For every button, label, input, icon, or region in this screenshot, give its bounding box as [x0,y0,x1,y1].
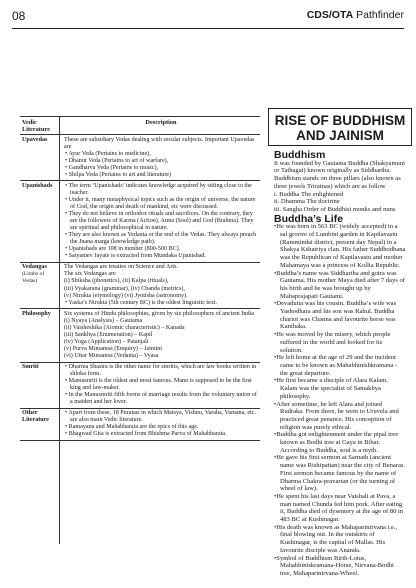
list-item: iii. Sangha Order of Buddhist monks and nuns [274,205,396,213]
list-item: • Buddha got enlightenment under the pipal tree known as Bodhi tree at Gaya in Bihar. According to Buddha, soul is a myth. [274,431,406,454]
header-rule [12,28,404,29]
list-item: i. Buddha The enlightened [274,190,344,198]
triratna-list [274,191,406,214]
vedic-literature-table [20,116,260,441]
buddhism-intro: It was founded by Gautama Buddha (Shakyamuni or Tathagat) known originally as Siddhartha. [274,159,405,175]
row-description: • Dharma Shastra is the other name for smritis, which are law books written in shloka form. • Manusmriti is the oldest and most famous. Manu is supposed to be the first king and law-maker. • In the Manusmriti fifth forms of marriage results from the voluntary union of a maiden and her lover. [62,362,260,408]
brand-label: CDS/OTA Pathfinder [306,9,404,21]
table-row-smriti [20,362,260,408]
buddhism-pillars: Buddhism stands on three pillars (also known as three jewels Triratnas) which are as follow [274,175,401,190]
list-item: • He was born in 563 BC (widely accepted) in a sal groove of Lumbini garden in Kapilavastu (Rammindai district, present day Nepal) in a Shakya Kshatriya clan. His father Suddhodhana was the Republican of Kapilavastu and mother Mahamaya was a princess of Kollia Republic. [274,223,406,269]
table-row-other-literature [20,408,260,440]
table-header-term: Vedic Literature [20,117,62,135]
list-item: • His death was known as Mahaparinirvana i.e., final blowing out. In the outskirts of Kushinagar, is the capital of Mallas. His favourite disciple was Ananda. [274,524,406,555]
buddhism-column [274,149,406,578]
list-item: • Symbol of Buddhism Birth-Lotus, Mahabhiniskramana-Horse, Nirvana-Bodhi tree, Mahaparinirvana-Wheel. [274,555,406,578]
page-header [0,0,416,30]
heading-buddhas-life: Buddha’s Life [274,212,344,225]
row-term: Upanishads [20,181,62,263]
row-description: • Apart from these, 18 Puranas in which Matsya, Vishnu, Varaha, Vamana, etc. are also main Vedic literature. • Ramayana and Mahabharata are the epics of this age. • Bhagwad Gita is extracted from Bhishma Parva of Mahabharata. [62,408,260,440]
row-description: The Vedangas are treaties on Science and Arts. The six Vedangas are (i) Shiksha (phonetics), (ii) Kalpa (rituals), (iii) Vyakarana (grammar), (iv) Chanda (metrics), (v) Nirukta (etymology) (vi) Jyotisha (astronomy). • Yaska’s Nirukta (5th century BC) is the oldest linguistic text. [62,262,260,308]
list-item: • He first became a disciple of Alara Kalam. Kalam was the specialist of Samakhya philosophy. [274,377,406,400]
row-term: Other Literature [20,408,62,440]
row-description: Six systems of Hindu philosophies, given by six philosophers of ancient India (i) Nyaya (Analysis) – Gautama (ii) Vaisheshika (Atomic characteristic) – Kanada (iii) Sankhya (Enumeration) – Kapil (iv) Yoga (Application) – Patanjali (v) Purva Mimamsa (Enquiry) – Jaimini (vi) Uttar Mimamsa (Vedanta) – Vyasa [62,309,260,362]
list-item: • He was moved by the misery, which people suffered in the world and looked for its solution. [274,331,406,354]
table-row-upanishads [20,181,260,263]
table-row-vedangas [20,262,260,308]
list-item: • He spent his last days near Vaishali at Pava, a man named Chunda fed him pork. After eating it, Buddha died of dysentery at the age of 80 in 483 BC at Kushinagar. [274,493,406,524]
list-item: • Devadutta was his cousin. Buddha’s wife was Yashodhara and his son was Rahul. Buddha chariot was Channa and favourite horse was Kanthaka. [274,300,406,331]
table-row-upavedas [20,135,260,181]
row-term: Upavedas [20,135,62,181]
list-item: • He gave his first sermon at Sarnath (ancient name was Rishipattan) near the city of Benaras. First sermon became famous by the name of Dharma Chakra-pravartan (or the turning of wheel of law). [274,454,406,493]
section-title-box: RISE OF BUDDHISM AND JAINISM [268,108,412,146]
list-item: • Buddha’s name was Siddhartha and gotra was Gautama. His mother Maya died after 7 days of his birth and he was brought up by Mahaprajapati Gautami. [274,270,406,301]
row-description: These are subsidiary Vedas dealing with secular subjects. Important Upavedas are • Ayur Veda (Pertains to medicine), • Dhanur Veda (Pertains to art of warfare), • Gandharva Veda (Pertains to music), • Shilpa Veda (Pertains to art and literature) [62,135,260,181]
table-row-philosophy [20,309,260,362]
row-term: Philosophy [20,309,62,362]
row-description: • The term ‘Upanishads’ indicates knowledge acquired by sitting close to the teacher. • Under it, many metaphysical topics such as the origin of universe, the nature of God, the origin and death of mankind, etc were discussed. • They do not believe in orthodox rituals and sacrifices. On the contrary, they are the followers of Karma (Action), Atma (Soul) and God (Brahma). They are spiritual and philosophical in nature. • They are also known as Vedanta or the end of the Vedas. They always preach the Jnana marga (knowledge path). • Upanishads are 108 in number (800-500 BC). • Satyamev Jayate is extracted from Mundaka Upanishad. [62,181,260,263]
buddha-life-list [274,223,406,577]
page-number: 08 [12,9,26,23]
heading-buddhism: Buddhism [274,149,326,161]
row-term: Smriti [20,362,62,408]
list-item: ii. Dhamma The doctrine [274,198,340,206]
list-item: • After sometime, he left Alara and joined Rudraka. From there, he went to Uruvela and practiced great penance. His conception of religion was purely ethical. [274,401,406,432]
list-item: • He left home at the age of 29 and the incident came to be known as Mahabhinishkramana - the great departure. [274,354,406,377]
table-header-description: Description [62,117,260,135]
row-term: Vedangas (Limbs of Vedas) [20,262,62,308]
